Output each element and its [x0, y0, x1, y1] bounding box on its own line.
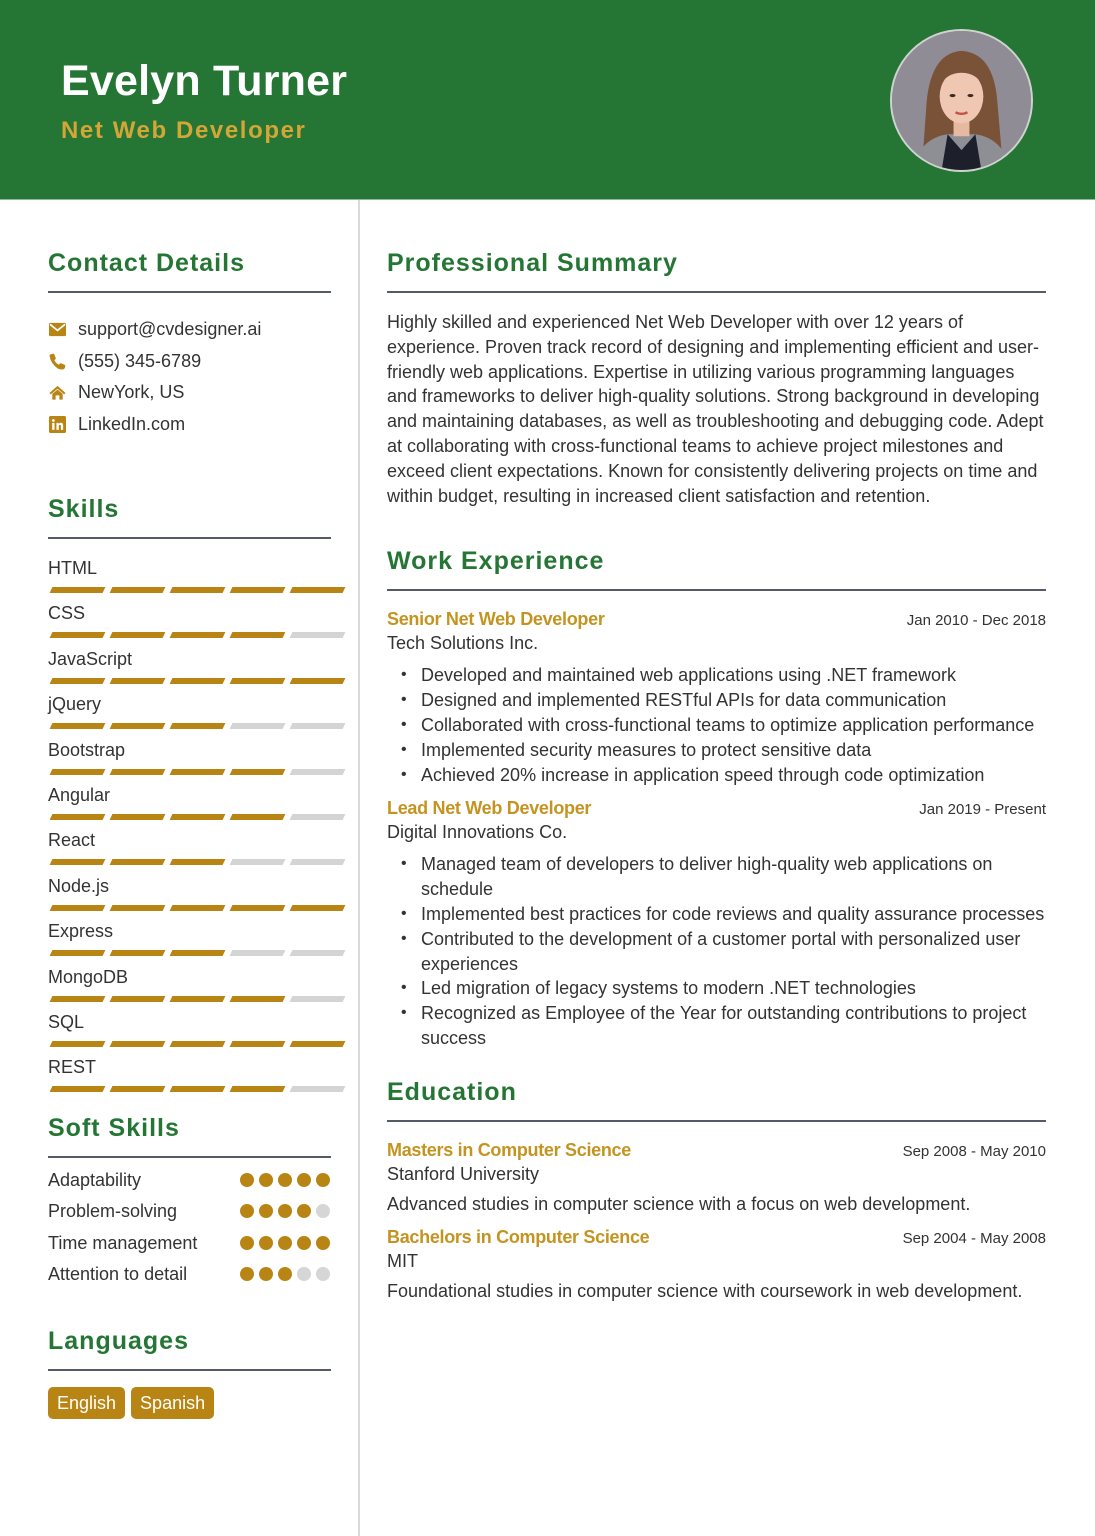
- level-segment-filled: [230, 996, 286, 1002]
- skill-name: MongoDB: [48, 966, 129, 987]
- section-rule: [48, 1156, 331, 1158]
- level-segment-filled: [170, 678, 226, 684]
- level-segment-empty: [290, 632, 346, 638]
- job-dates: Jan 2010 - Dec 2018: [906, 612, 1046, 630]
- contact-linkedin[interactable]: [48, 409, 331, 441]
- section-heading: Contact Details: [48, 249, 245, 277]
- rating-dot-filled: [316, 1173, 330, 1187]
- experience-section: [387, 546, 1046, 1050]
- level-segment-filled: [50, 632, 106, 638]
- envelope-icon: [48, 321, 66, 339]
- level-segment-empty: [230, 723, 286, 729]
- skill-name: HTML: [48, 558, 97, 578]
- level-segment-filled: [230, 769, 286, 775]
- linkedin-icon: [48, 415, 66, 433]
- bullet-item: • Led migration of legacy systems to modern .NET technologies: [387, 976, 1046, 1001]
- skill-level-bar: [48, 769, 344, 775]
- rating-dot-filled: [259, 1236, 273, 1250]
- section-heading: Languages: [48, 1327, 189, 1356]
- education-description: Advanced studies in computer science with a focus on web development.: [387, 1193, 971, 1214]
- education-entry: [387, 1225, 1046, 1304]
- skills-section: [48, 494, 331, 1101]
- level-segment-filled: [170, 632, 226, 638]
- soft-skill-item: [48, 1168, 331, 1193]
- section-rule: [387, 589, 1046, 591]
- language-badge: English: [48, 1387, 125, 1419]
- skill-item: [48, 692, 331, 737]
- level-segment-filled: [110, 769, 166, 775]
- job-title: Senior Net Web Developer: [387, 609, 605, 630]
- column-divider: [358, 200, 360, 1536]
- section-heading: Work Experience: [387, 547, 605, 576]
- level-segment-filled: [50, 814, 106, 820]
- skill-level-bar: [48, 723, 344, 729]
- skill-level-bar: [48, 1041, 344, 1047]
- bullet-item: • Designed and implemented RESTful APIs for data communication: [387, 688, 1046, 713]
- level-segment-empty: [290, 996, 346, 1002]
- education-section: [387, 1077, 1046, 1304]
- level-segment-empty: [290, 859, 346, 865]
- level-segment-filled: [290, 1041, 346, 1047]
- level-segment-empty: [230, 950, 286, 956]
- skill-item: [48, 601, 331, 646]
- job-entry: [387, 607, 1046, 787]
- level-segment-filled: [230, 1041, 286, 1047]
- skills-list: [48, 556, 331, 1101]
- rating-dot-filled: [278, 1173, 292, 1187]
- skill-name: jQuery: [48, 694, 102, 715]
- level-segment-filled: [230, 905, 286, 911]
- degree-title: Masters in Computer Science: [387, 1139, 631, 1160]
- soft-skill-rating: [240, 1173, 330, 1187]
- level-segment-filled: [170, 814, 226, 820]
- bullet-item: • Managed team of developers to deliver high-quality web applications on schedule: [387, 852, 1046, 902]
- skill-level-bar: [48, 905, 344, 911]
- level-segment-filled: [50, 1086, 106, 1092]
- level-segment-filled: [50, 859, 106, 865]
- home-icon: [48, 384, 66, 402]
- skill-level-bar: [48, 678, 344, 684]
- level-segment-filled: [110, 678, 166, 684]
- job-title: Lead Net Web Developer: [387, 798, 592, 819]
- skill-level-bar: [48, 814, 344, 820]
- main-content: [387, 200, 1046, 1303]
- soft-skill-rating: [240, 1204, 330, 1218]
- level-segment-filled: [230, 814, 286, 820]
- section-rule: [48, 1369, 331, 1371]
- section-rule: [48, 537, 331, 539]
- skill-level-bar: [48, 996, 344, 1002]
- skill-level-bar: [48, 859, 344, 865]
- job-bullets: [387, 852, 1046, 1050]
- skill-item: [48, 1010, 331, 1055]
- level-segment-filled: [110, 859, 166, 865]
- education-description: Foundational studies in computer science with coursework in web development.: [387, 1280, 1023, 1301]
- soft-skill-name: Problem-solving: [48, 1201, 178, 1222]
- sidebar: [48, 200, 331, 1419]
- level-segment-filled: [110, 632, 166, 638]
- skill-name: Express: [48, 921, 114, 942]
- bullet-item: • Recognized as Employee of the Year for outstanding contributions to project success: [387, 1001, 1046, 1051]
- bullet-item: • Implemented best practices for code reviews and quality assurance processes: [387, 902, 1046, 927]
- level-segment-empty: [230, 859, 286, 865]
- languages-section: [48, 1326, 331, 1419]
- level-segment-filled: [170, 723, 226, 729]
- section-rule: [387, 291, 1046, 293]
- level-segment-filled: [110, 1041, 166, 1047]
- skill-level-bar: [48, 1086, 344, 1092]
- company-name: Digital Innovations Co.: [387, 822, 568, 843]
- rating-dot-filled: [297, 1204, 311, 1218]
- level-segment-filled: [50, 950, 106, 956]
- school-name: Stanford University: [387, 1163, 540, 1184]
- level-segment-empty: [290, 769, 346, 775]
- skill-name: JavaScript: [48, 648, 133, 669]
- education-dates: Sep 2008 - May 2010: [902, 1142, 1046, 1160]
- rating-dot-filled: [278, 1267, 292, 1281]
- candidate-title: Net Web Developer: [61, 117, 307, 144]
- education-header: [387, 1138, 1046, 1162]
- skill-item: [48, 874, 331, 919]
- rating-dot-empty: [316, 1267, 330, 1281]
- soft-skills-list: [48, 1168, 331, 1288]
- job-list: [387, 607, 1046, 1050]
- contact-text: (555) 345-6789: [78, 350, 202, 371]
- skill-item: [48, 647, 331, 692]
- level-segment-filled: [170, 905, 226, 911]
- contact-text: NewYork, US: [78, 382, 185, 403]
- soft-skill-rating: [240, 1267, 330, 1281]
- level-segment-filled: [290, 678, 346, 684]
- contact-phone[interactable]: [48, 346, 331, 378]
- section-heading: Skills: [48, 495, 120, 523]
- level-segment-filled: [50, 905, 106, 911]
- level-segment-filled: [110, 996, 166, 1002]
- level-segment-filled: [50, 678, 106, 684]
- skill-name: Bootstrap: [48, 739, 126, 760]
- summary-text: Highly skilled and experienced Net Web Developer with over 12 years of experience. Proven track record of designing and implementing efficient and user-friendly web applications. Expertise in utilizing various programming languages and frameworks to deliver high-quality solutions. Strong background in developing and maintaining databases, as well as troubleshooting and debugging code. Adept at collaborating with cross-functional teams to achieve project milestones and exceed client expectations. Known for consistently delivering projects on time and within budget, resulting in increased client satisfaction and retention.: [387, 312, 1044, 506]
- rating-dot-filled: [297, 1173, 311, 1187]
- level-segment-filled: [170, 769, 226, 775]
- skill-level-bar: [48, 632, 344, 638]
- section-heading: Professional Summary: [387, 249, 678, 277]
- level-segment-filled: [170, 996, 226, 1002]
- rating-dot-filled: [278, 1204, 292, 1218]
- level-segment-filled: [50, 723, 106, 729]
- skill-item: [48, 1055, 331, 1100]
- profile-photo-illustration: [892, 31, 1031, 170]
- skill-item: [48, 919, 331, 964]
- education-dates: Sep 2004 - May 2008: [902, 1229, 1046, 1247]
- job-dates: Jan 2019 - Present: [919, 801, 1046, 819]
- level-segment-filled: [290, 905, 346, 911]
- rating-dot-filled: [240, 1236, 254, 1250]
- rating-dot-empty: [297, 1267, 311, 1281]
- language-badges: [48, 1387, 331, 1419]
- contact-text: support@cvdesigner.ai: [78, 319, 262, 340]
- level-segment-filled: [170, 950, 226, 956]
- level-segment-filled: [110, 950, 166, 956]
- bullet-item: • Developed and maintained web applications using .NET framework: [387, 663, 1046, 688]
- contact-email[interactable]: [48, 314, 331, 346]
- degree-title: Bachelors in Computer Science: [387, 1226, 650, 1247]
- education-entry: [387, 1138, 1046, 1217]
- rating-dot-filled: [259, 1173, 273, 1187]
- bullet-item: • Collaborated with cross-functional teams to optimize application performance: [387, 713, 1046, 738]
- level-segment-filled: [110, 814, 166, 820]
- level-segment-filled: [110, 723, 166, 729]
- contact-location: [48, 377, 331, 409]
- bullet-item: • Contributed to the development of a customer portal with personalized user experiences: [387, 927, 1046, 977]
- level-segment-filled: [50, 1041, 106, 1047]
- rating-dot-empty: [316, 1204, 330, 1218]
- job-entry: [387, 796, 1046, 1050]
- soft-skill-rating: [240, 1236, 330, 1250]
- rating-dot-filled: [240, 1204, 254, 1218]
- level-segment-filled: [170, 1041, 226, 1047]
- skill-name: REST: [48, 1057, 97, 1078]
- level-segment-filled: [230, 678, 286, 684]
- level-segment-filled: [50, 996, 106, 1002]
- level-segment-filled: [230, 632, 286, 638]
- rating-dot-filled: [240, 1267, 254, 1281]
- rating-dot-filled: [316, 1236, 330, 1250]
- level-segment-filled: [290, 587, 346, 593]
- section-heading: Soft Skills: [48, 1113, 180, 1142]
- skill-name: React: [48, 830, 96, 851]
- level-segment-filled: [110, 1086, 166, 1092]
- education-list: [387, 1138, 1046, 1304]
- phone-icon: [48, 352, 66, 370]
- level-segment-empty: [290, 814, 346, 820]
- skill-level-bar: [48, 950, 344, 956]
- bullet-item: • Implemented security measures to protect sensitive data: [387, 738, 1046, 763]
- level-segment-filled: [50, 769, 106, 775]
- rating-dot-filled: [297, 1236, 311, 1250]
- soft-skill-item: [48, 1262, 331, 1287]
- level-segment-filled: [170, 587, 226, 593]
- bullet-item: • Achieved 20% increase in application speed through code optimization: [387, 763, 1046, 788]
- level-segment-filled: [110, 905, 166, 911]
- skill-name: Node.js: [48, 875, 110, 896]
- skill-level-bar: [48, 587, 344, 593]
- skill-name: Angular: [48, 784, 111, 805]
- skill-item: [48, 828, 331, 873]
- resume-header: [0, 0, 1095, 200]
- rating-dot-filled: [240, 1173, 254, 1187]
- summary-section: [387, 248, 1046, 508]
- language-badge: Spanish: [131, 1387, 214, 1419]
- school-name: MIT: [387, 1250, 418, 1271]
- skill-name: CSS: [48, 603, 86, 624]
- section-rule: [387, 1120, 1046, 1122]
- job-bullets: [387, 663, 1046, 787]
- skill-item: [48, 783, 331, 828]
- level-segment-empty: [290, 950, 346, 956]
- soft-skill-item: [48, 1231, 331, 1256]
- skill-item: [48, 738, 331, 783]
- profile-photo: [890, 29, 1033, 172]
- soft-skill-item: [48, 1199, 331, 1224]
- level-segment-filled: [170, 1086, 226, 1092]
- soft-skills-section: [48, 1113, 331, 1288]
- soft-skill-name: Time management: [48, 1232, 198, 1253]
- level-segment-filled: [50, 587, 106, 593]
- job-header: [387, 607, 1046, 631]
- education-header: [387, 1225, 1046, 1249]
- skill-name: SQL: [48, 1011, 85, 1032]
- soft-skill-name: Adaptability: [48, 1169, 142, 1190]
- candidate-name: Evelyn Turner: [61, 57, 348, 105]
- section-rule: [48, 291, 331, 293]
- section-heading: Education: [387, 1077, 517, 1106]
- skill-item: [48, 965, 331, 1010]
- level-segment-filled: [230, 1086, 286, 1092]
- company-name: Tech Solutions Inc.: [387, 633, 539, 654]
- rating-dot-filled: [278, 1236, 292, 1250]
- soft-skill-name: Attention to detail: [48, 1264, 188, 1285]
- rating-dot-filled: [259, 1204, 273, 1218]
- level-segment-empty: [290, 1086, 346, 1092]
- level-segment-filled: [110, 587, 166, 593]
- level-segment-empty: [290, 723, 346, 729]
- level-segment-filled: [230, 587, 286, 593]
- level-segment-filled: [170, 859, 226, 865]
- job-header: [387, 796, 1046, 820]
- skill-item: [48, 556, 331, 601]
- rating-dot-filled: [259, 1267, 273, 1281]
- contact-section: [48, 248, 331, 440]
- contact-text: LinkedIn.com: [78, 413, 186, 434]
